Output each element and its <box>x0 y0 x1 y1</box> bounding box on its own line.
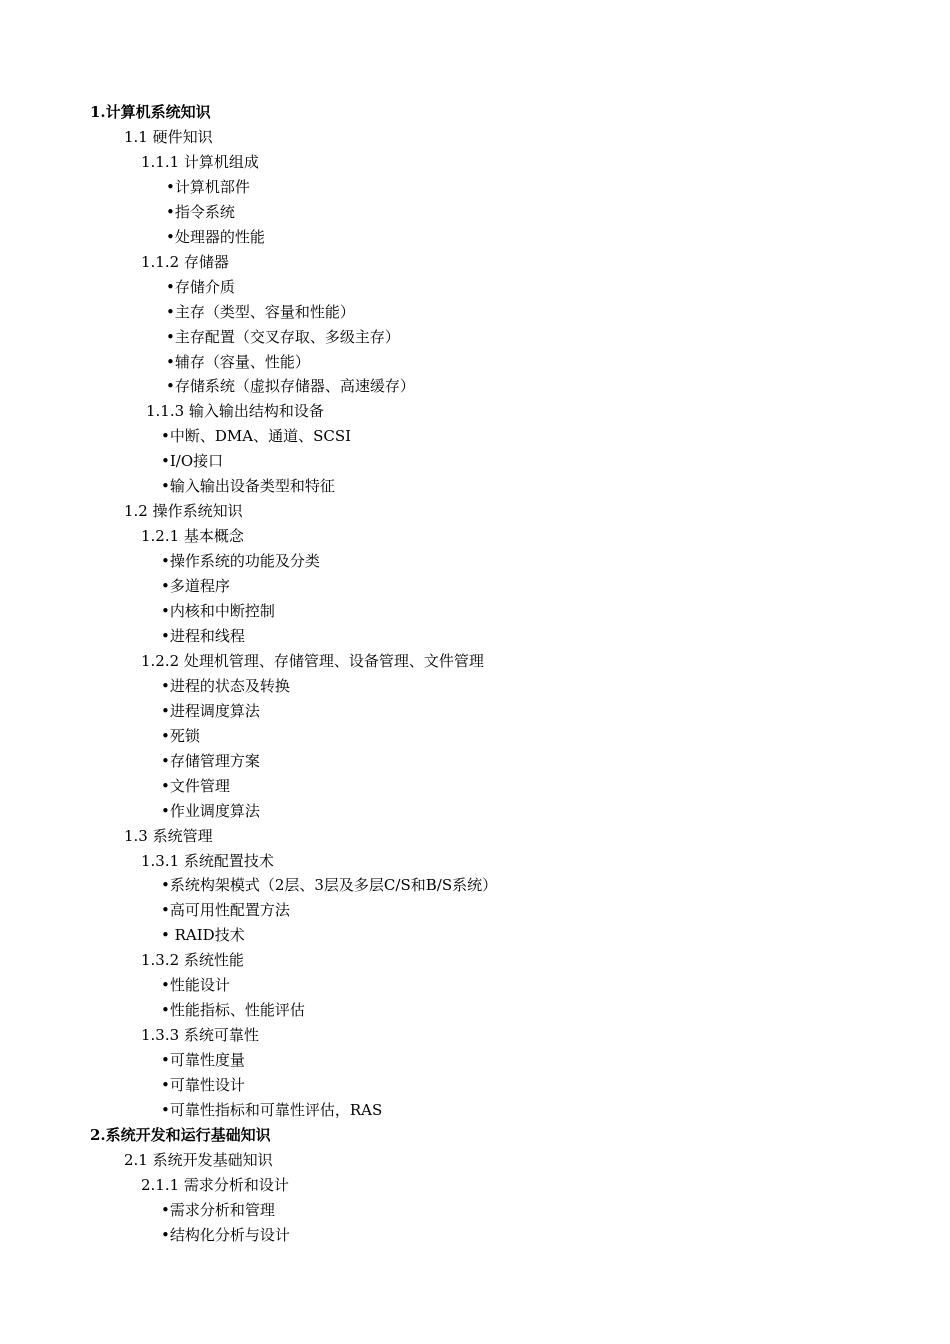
bullet-item: •进程调度算法 <box>161 702 260 720</box>
subsection-heading: 1.1 硬件知识 <box>124 128 213 146</box>
bullet-item: •辅存（容量、性能） <box>166 353 310 371</box>
topic-heading: 1.2.1 基本概念 <box>141 527 244 545</box>
bullet-item: •性能设计 <box>161 976 230 994</box>
bullet-item: •主存（类型、容量和性能） <box>166 303 355 321</box>
topic-heading: 2.1.1 需求分析和设计 <box>141 1176 289 1194</box>
bullet-item: •作业调度算法 <box>161 802 260 820</box>
topic-heading: 1.3.3 系统可靠性 <box>141 1026 259 1044</box>
topic-heading: 1.2.2 处理机管理、存储管理、设备管理、文件管理 <box>141 652 484 670</box>
bullet-item: •高可用性配置方法 <box>161 901 290 919</box>
topic-heading: 1.1.2 存储器 <box>141 253 229 271</box>
bullet-item: •死锁 <box>161 727 200 745</box>
bullet-item: •需求分析和管理 <box>161 1201 275 1219</box>
bullet-item: •可靠性指标和可靠性评估，RAS <box>161 1101 383 1119</box>
bullet-item: •存储管理方案 <box>161 752 260 770</box>
topic-heading: 1.1.3 输入输出结构和设备 <box>146 402 324 420</box>
bullet-item: •中断、DMA、通道、SCSI <box>161 427 352 445</box>
bullet-item: •可靠性度量 <box>161 1051 245 1069</box>
subsection-heading: 1.2 操作系统知识 <box>124 502 243 520</box>
section-heading: 1.计算机系统知识 <box>90 103 211 121</box>
bullet-item: •操作系统的功能及分类 <box>161 552 320 570</box>
subsection-heading: 2.1 系统开发基础知识 <box>124 1151 273 1169</box>
bullet-item: •I/O接口 <box>161 452 224 470</box>
section-heading: 2.系统开发和运行基础知识 <box>90 1126 271 1144</box>
topic-heading: 1.3.2 系统性能 <box>141 951 244 969</box>
topic-heading: 1.1.1 计算机组成 <box>141 153 259 171</box>
bullet-item: •内核和中断控制 <box>161 602 275 620</box>
bullet-item: •系统构架模式（2层、3层及多层C/S和B/S系统） <box>161 876 498 894</box>
bullet-item: •处理器的性能 <box>166 228 265 246</box>
topic-heading: 1.3.1 系统配置技术 <box>141 852 274 870</box>
bullet-item: •性能指标、性能评估 <box>161 1001 305 1019</box>
bullet-item: •主存配置（交叉存取、多级主存） <box>166 328 400 346</box>
bullet-item: •结构化分析与设计 <box>161 1226 290 1244</box>
bullet-item: •文件管理 <box>161 777 230 795</box>
bullet-item: •可靠性设计 <box>161 1076 245 1094</box>
bullet-item: •指令系统 <box>166 203 235 221</box>
bullet-item: •进程和线程 <box>161 627 245 645</box>
bullet-item: •进程的状态及转换 <box>161 677 290 695</box>
bullet-item: • RAID技术 <box>161 926 245 944</box>
bullet-item: •多道程序 <box>161 577 230 595</box>
bullet-item: •输入输出设备类型和特征 <box>161 477 335 495</box>
bullet-item: •存储介质 <box>166 278 235 296</box>
bullet-item: •计算机部件 <box>166 178 250 196</box>
subsection-heading: 1.3 系统管理 <box>124 827 213 845</box>
bullet-item: •存储系统（虚拟存储器、高速缓存） <box>166 377 415 395</box>
